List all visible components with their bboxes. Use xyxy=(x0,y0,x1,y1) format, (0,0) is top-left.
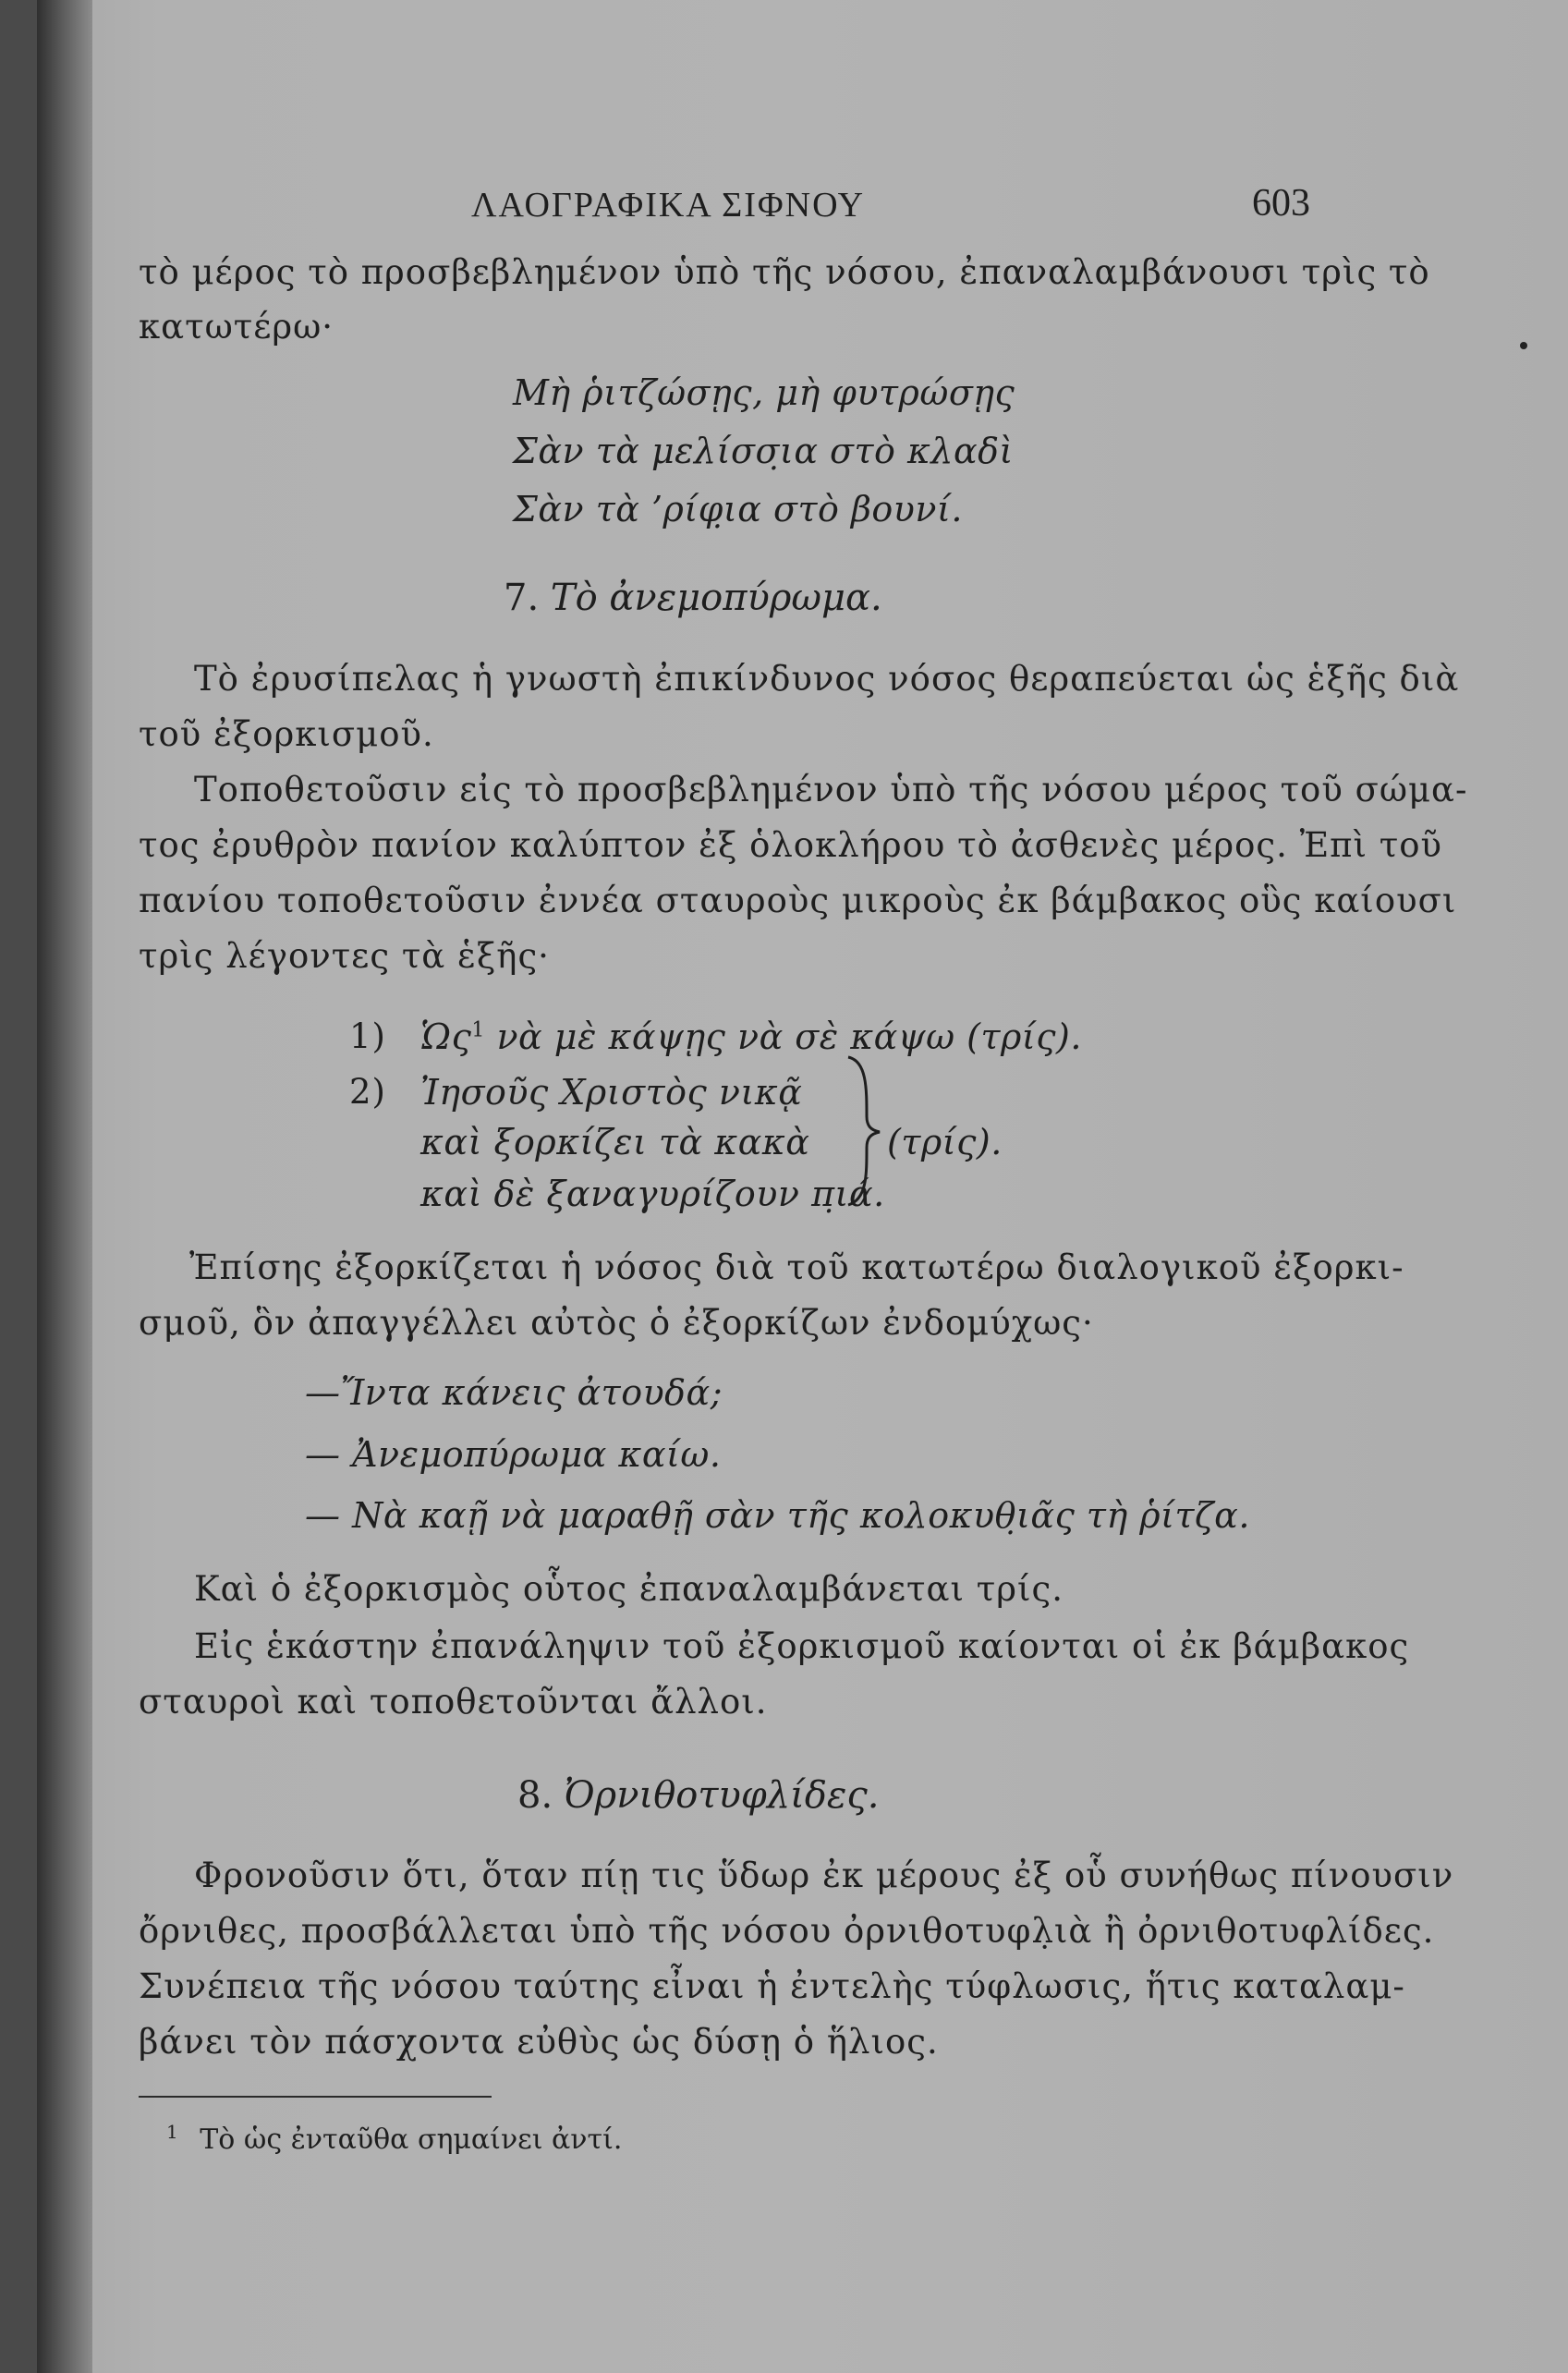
footnote xyxy=(166,2121,622,2156)
incantation-1-rest: νὰ μὲ κάψῃς νὰ σὲ κάψω (τρίς). xyxy=(496,1016,1082,1057)
para4-line-1: Καὶ ὁ ἐξορκισμὸς οὗτος ἐπαναλαμβάνεται τρίς. xyxy=(194,1569,1064,1609)
incantation-1-number: 1) xyxy=(349,1016,386,1056)
para2-line-3: πανίου τοποθετοῦσιν ἐννέα σταυροὺς μικροὺς ἐκ βάμβακος οὓς καίουσι xyxy=(139,881,1457,920)
ink-speck xyxy=(1520,342,1527,349)
running-head: ΛΑΟΓΡΑΦΙΚΑ ΣΙΦΝΟΥ xyxy=(471,186,866,225)
page-gutter-shadow xyxy=(37,0,92,2373)
para3-line-1: Ἐπίσης ἐξορκίζεται ἡ νόσος διὰ τοῦ κατωτέρω διαλογικοῦ ἐξορκι- xyxy=(189,1247,1404,1287)
footnote-marker: 1 xyxy=(166,2121,178,2143)
verse-line-2: Σὰν τὰ μελίσσ̣ια στὸ κλαδὶ xyxy=(513,431,1014,471)
verse-line-1: Μὴ ῥιτζώσῃς, μὴ φυτρώσῃς xyxy=(513,372,1015,413)
incantation-1-word: Ὡς xyxy=(420,1016,472,1057)
curly-brace xyxy=(839,1052,894,1209)
para2-line-2: τος ἐρυθρὸν πανίον καλύπτον ἐξ ὁλοκλήρου τὸ ἀσθενὲς μέρος. Ἐπὶ τοῦ xyxy=(139,825,1443,865)
brace-shape-icon xyxy=(839,1052,894,1209)
para4-line-2: Εἰς ἑκάστην ἐπανάληψιν τοῦ ἐξορκισμοῦ καίονται οἱ ἐκ βάμβακος xyxy=(194,1626,1410,1666)
intro-line-2: κατωτέρω· xyxy=(139,307,334,347)
incantation-2-number: 2) xyxy=(349,1072,386,1112)
section-7-number: 7. xyxy=(504,577,540,619)
para4-line-3: σταυροὶ καὶ τοποθετοῦνται ἄλλοι. xyxy=(139,1682,768,1722)
para3-line-2: σμοῦ, ὃν ἀπαγγέλλει αὐτὸς ὁ ἐξορκίζων ἐνδομύχως· xyxy=(139,1303,1094,1343)
para2-line-1: Τοποθετοῦσιν εἰς τὸ προσβεβλημένον ὑπὸ τῆς νόσου μέρος τοῦ σώμα- xyxy=(194,770,1468,809)
para1-line-1: Τὸ ἐρυσίπελας ἡ γνωστὴ ἐπικίνδυνος νόσος θεραπεύεται ὡς ἑξῆς διὰ xyxy=(194,659,1460,699)
section-7-title: Τὸ ἀνεμοπύρωμα. xyxy=(550,577,882,619)
incantation-2-times: (τρίς). xyxy=(887,1122,1003,1162)
para5-line-2: ὄρνιθες, προσβάλλεται ὑπὸ τῆς νόσου ὀρνιθοτυφλ̣ιὰ ἢ ὀρνιθοτυφλίδες. xyxy=(139,1911,1435,1951)
incantation-2-line-2: καὶ ξορκίζει τὰ κακὰ xyxy=(420,1122,810,1162)
para2-line-4: τρὶς λέγοντες τὰ ἑξῆς· xyxy=(139,936,550,976)
incantation-2-line-3: καὶ δὲ ξαναγυρίζουν π̣ιά. xyxy=(420,1174,885,1214)
incantation-2-line-1: Ἰησοῦς Χριστὸς νικᾷ xyxy=(420,1072,803,1113)
section-7-heading xyxy=(504,577,882,619)
section-8-title: Ὀρνιθοτυφλίδες. xyxy=(564,1774,880,1817)
para5-line-1: Φρονοῦσιν ὅτι, ὅταν πίῃ τις ὕδωρ ἐκ μέρους ἐξ οὗ συνήθως πίνουσιν xyxy=(194,1856,1454,1895)
dialogue-line-1: —Ἴντα κάνεις ἀτουδά; xyxy=(305,1372,723,1413)
footnote-text: Τὸ ὡς ἐνταῦθα σημαίνει ἀντί. xyxy=(200,2124,623,2156)
dialogue-line-3: — Νὰ καῇ νὰ μαραθῇ σὰν τῆς κολοκυθ̣ιᾶς τὴ ῥίτζα. xyxy=(305,1495,1250,1536)
page-number: 603 xyxy=(1252,182,1310,225)
para1-line-2: τοῦ ἐξορκισμοῦ. xyxy=(139,714,434,754)
verse-line-3: Σὰν τὰ ’ρίφ̣ια στὸ βουνί. xyxy=(513,489,963,529)
section-8-heading xyxy=(517,1774,880,1817)
para5-line-3: Συνέπεια τῆς νόσου ταύτης εἶναι ἡ ἐντελὴς τύφλωσις, ἥτις καταλαμ- xyxy=(139,1966,1405,2006)
section-8-number: 8. xyxy=(517,1774,553,1817)
para5-line-4: βάνει τὸν πάσχοντα εὐθὺς ὡς δύσῃ ὁ ἥλιος. xyxy=(139,2022,939,2062)
footnote-ref: 1 xyxy=(471,1018,485,1042)
dialogue-line-2: — Ἀνεμοπύρωμα καίω. xyxy=(305,1434,722,1475)
intro-line-1: τὸ μέρος τὸ προσβεβλημένον ὑπὸ τῆς νόσου, ἐπαναλαμβάνουσι τρὶς τὸ xyxy=(139,252,1430,292)
incantation-1 xyxy=(420,1016,1082,1057)
footnote-rule xyxy=(139,2096,492,2098)
